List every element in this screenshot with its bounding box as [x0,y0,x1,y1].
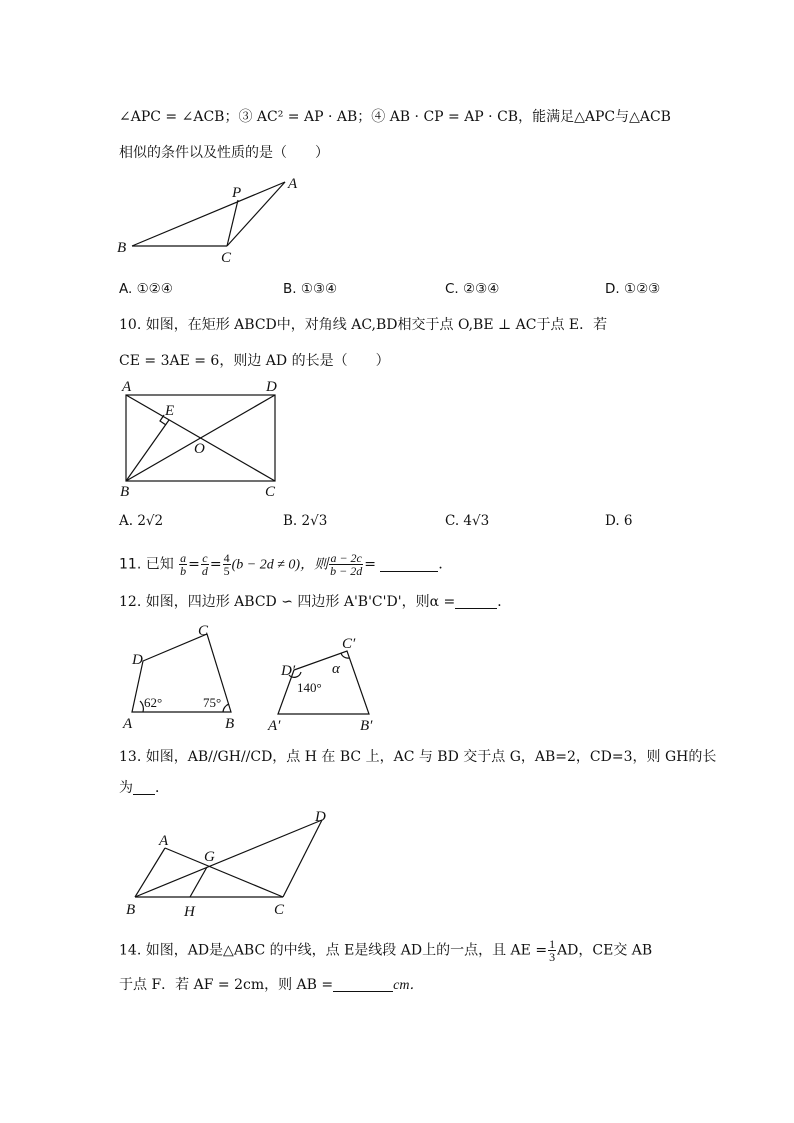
q12-angle-62: 62° [144,695,163,710]
q14-question-line2: 于点 F．若 AF = 2cm，则 AB = cm． [119,977,424,993]
q12-label-b: B [225,716,235,732]
q10-label-d: D [266,379,277,395]
q10-label-a: A [122,379,132,395]
q13-label-h: H [184,904,195,920]
q9-label-p: P [232,185,242,201]
q13-question-line1: 13. 如图，AB//GH//CD，点 H 在 BC 上，AC 与 BD 交于点 G，AB=2，CD=3，则 GH的长 [119,749,717,765]
q10-option-a[interactable]: A. 2√2 [119,513,164,529]
q10-question-line2: CE = 3AE = 6，则边 AD 的长是（ ） [119,353,390,369]
q14-answer-blank[interactable] [333,977,393,992]
q11-frac-c-d: $\frac{c}{d}$ [201,551,208,578]
q11-question-line: 11. 已知 $\frac{a}{b}$ = $\frac{c}{d}$ = $\frac{4}{5}$ (b − 2d ≠ 0)，则 $\frac{a - 2c}{b - 2d}$ = ． [119,551,453,578]
q12-label-b-prime: B′ [360,718,373,734]
q10-option-c[interactable]: C. 4√3 [445,513,490,529]
q9-option-a[interactable]: A. ①②④ [119,281,173,297]
q12-quadrilaterals-figure [110,620,400,735]
q13-label-g: G [204,849,215,865]
q12-label-c: C [198,623,209,639]
q10-label-o: O [194,441,205,457]
q11-frac-target: $\frac{a - 2c}{b - 2d}$ [330,551,363,578]
q12-label-d-prime: D′ [281,663,296,679]
q10-label-c: C [265,484,276,500]
q13-label-b: B [126,902,136,918]
q12-angle-75: 75° [203,695,222,710]
q13-question-line2: 为 ． [119,780,169,796]
q12-label-a-prime: A′ [268,718,281,734]
q12-label-d: D [132,652,143,668]
q10-question-line1: 10. 如图，在矩形 ABCD中，对角线 AC,BD相交于点 O,BE ⊥ AC于点 E．若 [119,317,608,333]
q12-answer-blank[interactable] [455,594,497,609]
q13-parallel-lines-figure [110,805,340,920]
q12-angle-140: 140° [297,680,322,695]
q11-condition: (b − 2d ≠ 0)，则 [231,557,329,573]
q14-question-line1: 14. 如图，AD是△ABC 的中线，点 E是线段 AD上的一点，且 AE = $\frac{1}{3}$ AD，CE交 AB [119,937,653,964]
q13-answer-blank[interactable] [133,780,155,795]
q9-option-c[interactable]: C. ②③④ [445,281,500,297]
q13-label-d: D [315,809,326,825]
q10-option-b[interactable]: B. 2√3 [283,513,328,529]
q9-option-d[interactable]: D. ①②③ [605,281,661,297]
q9-option-b[interactable]: B. ①③④ [283,281,338,297]
q9-triangle-figure [110,170,310,265]
q12-label-c-prime: C′ [342,636,356,652]
q10-rectangle-figure [110,375,300,500]
q12-question-line: 12. 如图，四边形 ABCD ∽ 四边形 A'B'C'D'，则α = ． [119,594,512,610]
q10-label-e: E [165,403,175,419]
q11-prefix: 11. 已知 [119,556,174,573]
q11-frac-4-5: $\frac{4}{5}$ [223,551,230,578]
q9-label-c: C [221,250,232,265]
q13-label-a: A [159,833,169,849]
q12-angle-alpha: α [332,661,340,677]
q13-label-c: C [274,902,285,918]
q11-frac-a-b: $\frac{a}{b}$ [180,551,187,578]
q10-option-d[interactable]: D. 6 [605,513,633,529]
q11-answer-blank[interactable] [380,557,438,572]
q9-label-b: B [117,240,127,256]
q9-label-a: A [288,176,298,192]
q12-label-a: A [123,716,133,732]
q9-question-line: 相似的条件以及性质的是（ ） [119,145,329,161]
q9-condition-line: ∠APC = ∠ACB；③ AC² = AP · AB；④ AB · CP = AP · CB，能满足△APC与△ACB [119,109,671,125]
q10-label-b: B [120,484,130,500]
q14-frac-one-third: $\frac{1}{3}$ [549,937,556,964]
